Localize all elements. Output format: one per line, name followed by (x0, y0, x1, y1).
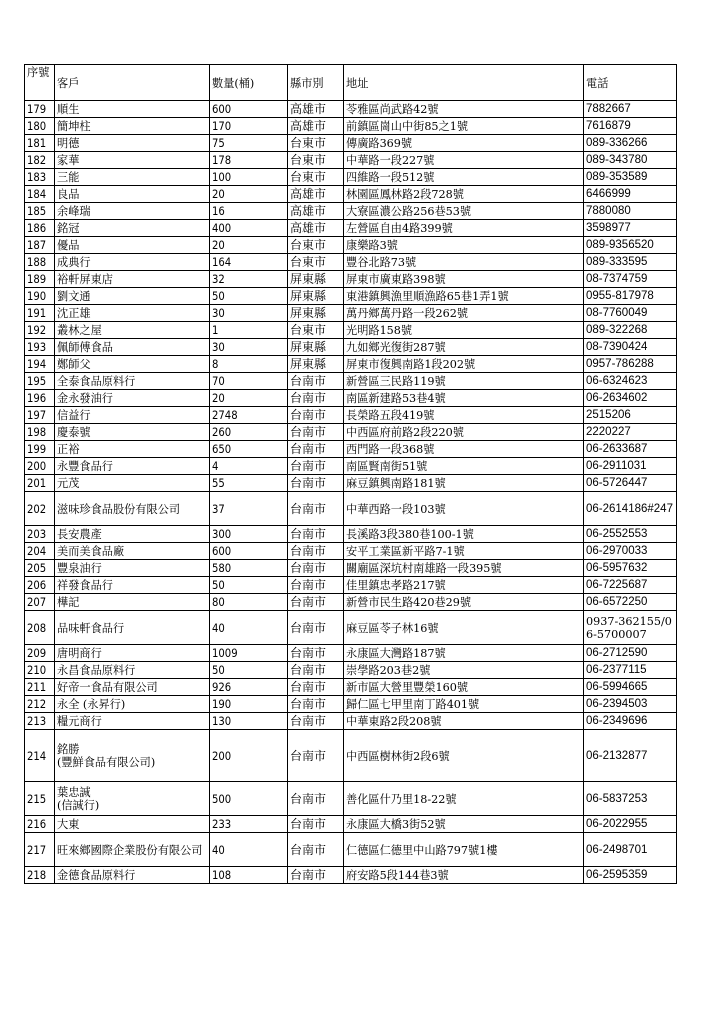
table-row (25, 560, 677, 577)
quantity: 30 (210, 339, 288, 356)
customer-name: 慶泰號 (55, 424, 210, 441)
address: 大寮區濃公路256巷53號 (344, 203, 584, 220)
address: 四維路一段512號 (344, 169, 584, 186)
city: 高雄市 (288, 118, 344, 135)
phone-number: 08-7390424 (584, 339, 677, 356)
city: 台南市 (288, 867, 344, 884)
quantity: 100 (210, 169, 288, 186)
phone-number: 06-2022955 (584, 816, 677, 833)
phone-number: 089-333595 (584, 254, 677, 271)
quantity: 500 (210, 782, 288, 816)
quantity: 164 (210, 254, 288, 271)
table-row (25, 288, 677, 305)
table-row (25, 458, 677, 475)
row-number: 215 (25, 782, 55, 816)
address: 西門路一段368號 (344, 441, 584, 458)
row-number: 193 (25, 339, 55, 356)
address: 仁德區仁德里中山路797號1樓 (344, 833, 584, 867)
city: 台南市 (288, 730, 344, 782)
quantity: 260 (210, 424, 288, 441)
table-row (25, 424, 677, 441)
quantity: 600 (210, 543, 288, 560)
address: 南區賢南街51號 (344, 458, 584, 475)
address: 苓雅區尚武路42號 (344, 101, 584, 118)
city: 台南市 (288, 816, 344, 833)
row-number: 209 (25, 645, 55, 662)
phone-number: 06-5957632 (584, 560, 677, 577)
row-number: 213 (25, 713, 55, 730)
row-number: 212 (25, 696, 55, 713)
table-row (25, 833, 677, 867)
customer-name: 元茂 (55, 475, 210, 492)
phone-number: 089-322268 (584, 322, 677, 339)
customer-name: 家華 (55, 152, 210, 169)
address: 麻豆區苓子林16號 (344, 611, 584, 645)
address: 新營區三民路119號 (344, 373, 584, 390)
table-row (25, 543, 677, 560)
row-number: 188 (25, 254, 55, 271)
phone-number: 7882667 (584, 101, 677, 118)
city: 台南市 (288, 424, 344, 441)
row-number: 184 (25, 186, 55, 203)
address: 麻豆鎮興南路181號 (344, 475, 584, 492)
phone-number: 06-2911031 (584, 458, 677, 475)
table-row (25, 169, 677, 186)
row-number: 207 (25, 594, 55, 611)
phone-number: 06-5837253 (584, 782, 677, 816)
city: 台南市 (288, 475, 344, 492)
quantity: 75 (210, 135, 288, 152)
table-row (25, 867, 677, 884)
city: 台南市 (288, 543, 344, 560)
row-number: 211 (25, 679, 55, 696)
phone-number: 06-2634602 (584, 390, 677, 407)
quantity: 650 (210, 441, 288, 458)
quantity: 20 (210, 390, 288, 407)
quantity: 30 (210, 305, 288, 322)
city: 屏東縣 (288, 356, 344, 373)
table-row (25, 305, 677, 322)
table-row (25, 237, 677, 254)
row-number: 181 (25, 135, 55, 152)
phone-number: 06-2132877 (584, 730, 677, 782)
address: 屏東市復興南路1段202號 (344, 356, 584, 373)
city: 台南市 (288, 407, 344, 424)
table-row (25, 203, 677, 220)
address: 安平工業區新平路7-1號 (344, 543, 584, 560)
phone-number: 7880080 (584, 203, 677, 220)
customer-name: 佩師傅食品 (55, 339, 210, 356)
table-row (25, 679, 677, 696)
quantity: 108 (210, 867, 288, 884)
row-number: 214 (25, 730, 55, 782)
quantity: 37 (210, 492, 288, 526)
table-row (25, 186, 677, 203)
address: 新市區大營里豐榮160號 (344, 679, 584, 696)
customer-name: 永全 (永昇行) (55, 696, 210, 713)
row-number: 198 (25, 424, 55, 441)
city: 台東市 (288, 254, 344, 271)
header-city: 縣市別 (288, 65, 344, 101)
address: 永康區大灣路187號 (344, 645, 584, 662)
city: 台南市 (288, 662, 344, 679)
header-customer: 客戶 (55, 65, 210, 101)
city: 屏東縣 (288, 339, 344, 356)
phone-number: 3598977 (584, 220, 677, 237)
phone-number: 089-343780 (584, 152, 677, 169)
customer-name: 鄭師父 (55, 356, 210, 373)
row-number: 179 (25, 101, 55, 118)
phone-number: 0937-362155/06-5700007 (584, 611, 677, 645)
customer-name: 品味軒食品行 (55, 611, 210, 645)
customer-name: 正裕 (55, 441, 210, 458)
phone-number: 0957-786288 (584, 356, 677, 373)
address: 中華路一段227號 (344, 152, 584, 169)
row-number: 180 (25, 118, 55, 135)
table-row (25, 356, 677, 373)
customer-name: 明德 (55, 135, 210, 152)
phone-number: 06-2595359 (584, 867, 677, 884)
customer-name: 長安農產 (55, 526, 210, 543)
customer-name: 糧元商行 (55, 713, 210, 730)
phone-number: 06-2614186#247 (584, 492, 677, 526)
customer-name: 成典行 (55, 254, 210, 271)
header-phone: 電話 (584, 65, 677, 101)
city: 台東市 (288, 152, 344, 169)
city: 台南市 (288, 560, 344, 577)
table-row (25, 526, 677, 543)
quantity: 70 (210, 373, 288, 390)
address: 善化區什乃里18-22號 (344, 782, 584, 816)
row-number: 204 (25, 543, 55, 560)
table-row (25, 339, 677, 356)
row-number: 201 (25, 475, 55, 492)
city: 高雄市 (288, 186, 344, 203)
quantity: 4 (210, 458, 288, 475)
quantity: 130 (210, 713, 288, 730)
phone-number: 089-336266 (584, 135, 677, 152)
row-number: 206 (25, 577, 55, 594)
quantity: 1 (210, 322, 288, 339)
customer-table (24, 64, 677, 884)
row-number: 190 (25, 288, 55, 305)
row-number: 210 (25, 662, 55, 679)
phone-number: 06-7225687 (584, 577, 677, 594)
quantity: 40 (210, 833, 288, 867)
table-row (25, 135, 677, 152)
row-number: 195 (25, 373, 55, 390)
customer-name: 大東 (55, 816, 210, 833)
quantity: 400 (210, 220, 288, 237)
table-row (25, 594, 677, 611)
row-number: 182 (25, 152, 55, 169)
city: 台南市 (288, 645, 344, 662)
city: 高雄市 (288, 203, 344, 220)
quantity: 926 (210, 679, 288, 696)
header-address: 地址 (344, 65, 584, 101)
customer-name: 銘勝 (豐鮮食品有限公司) (55, 730, 210, 782)
customer-name: 滋味珍食品股份有限公司 (55, 492, 210, 526)
customer-name: 余峰瑞 (55, 203, 210, 220)
customer-name: 祥發食品行 (55, 577, 210, 594)
customer-name: 信益行 (55, 407, 210, 424)
table-row (25, 645, 677, 662)
table-row (25, 713, 677, 730)
address: 長榮路五段419號 (344, 407, 584, 424)
customer-name: 樺記 (55, 594, 210, 611)
quantity: 20 (210, 237, 288, 254)
phone-number: 089-9356520 (584, 237, 677, 254)
quantity: 50 (210, 288, 288, 305)
customer-name: 永豐食品行 (55, 458, 210, 475)
city: 台東市 (288, 135, 344, 152)
address: 九如鄉光復街287號 (344, 339, 584, 356)
row-number: 194 (25, 356, 55, 373)
address: 傳廣路369號 (344, 135, 584, 152)
address: 長溪路3段380巷100-1號 (344, 526, 584, 543)
table-row (25, 254, 677, 271)
phone-number: 0955-817978 (584, 288, 677, 305)
address: 中華西路一段103號 (344, 492, 584, 526)
address: 永康區大橋3街52號 (344, 816, 584, 833)
phone-number: 06-2377115 (584, 662, 677, 679)
customer-name: 裕軒屏東店 (55, 271, 210, 288)
city: 台南市 (288, 390, 344, 407)
address: 歸仁區七甲里南丁路401號 (344, 696, 584, 713)
address: 中西區府前路2段220號 (344, 424, 584, 441)
address: 佳里鎮忠孝路217號 (344, 577, 584, 594)
customer-name: 金德食品原料行 (55, 867, 210, 884)
address: 新營市民生路420巷29號 (344, 594, 584, 611)
city: 台南市 (288, 526, 344, 543)
quantity: 600 (210, 101, 288, 118)
phone-number: 06-6324623 (584, 373, 677, 390)
row-number: 197 (25, 407, 55, 424)
city: 高雄市 (288, 220, 344, 237)
quantity: 1009 (210, 645, 288, 662)
city: 台東市 (288, 237, 344, 254)
city: 台南市 (288, 492, 344, 526)
customer-name: 葉忠誠 (信誠行) (55, 782, 210, 816)
table-row (25, 390, 677, 407)
city: 台南市 (288, 833, 344, 867)
address: 左營區自由4路399號 (344, 220, 584, 237)
quantity: 300 (210, 526, 288, 543)
table-row (25, 220, 677, 237)
quantity: 50 (210, 577, 288, 594)
table-row (25, 492, 677, 526)
row-number: 185 (25, 203, 55, 220)
table-row (25, 816, 677, 833)
city: 台南市 (288, 782, 344, 816)
customer-name: 旺來鄉國際企業股份有限公司 (55, 833, 210, 867)
address: 前鎮區崗山中街85之1號 (344, 118, 584, 135)
row-number: 187 (25, 237, 55, 254)
quantity: 170 (210, 118, 288, 135)
row-number: 189 (25, 271, 55, 288)
phone-number: 06-5726447 (584, 475, 677, 492)
address: 林園區鳳林路2段728號 (344, 186, 584, 203)
address: 屏東市廣東路398號 (344, 271, 584, 288)
row-number: 217 (25, 833, 55, 867)
customer-name: 全泰食品原料行 (55, 373, 210, 390)
row-number: 191 (25, 305, 55, 322)
quantity: 200 (210, 730, 288, 782)
address: 豐谷北路73號 (344, 254, 584, 271)
address: 康樂路3號 (344, 237, 584, 254)
header-row (25, 65, 677, 101)
customer-name: 沈正雄 (55, 305, 210, 322)
table-row (25, 662, 677, 679)
customer-name: 金永發油行 (55, 390, 210, 407)
phone-number: 7616879 (584, 118, 677, 135)
city: 高雄市 (288, 101, 344, 118)
customer-name: 優品 (55, 237, 210, 254)
phone-number: 06-2498701 (584, 833, 677, 867)
city: 台南市 (288, 611, 344, 645)
row-number: 196 (25, 390, 55, 407)
phone-number: 08-7374759 (584, 271, 677, 288)
row-number: 205 (25, 560, 55, 577)
phone-number: 6466999 (584, 186, 677, 203)
city: 台南市 (288, 458, 344, 475)
customer-name: 永昌食品原料行 (55, 662, 210, 679)
quantity: 50 (210, 662, 288, 679)
phone-number: 2220227 (584, 424, 677, 441)
city: 台南市 (288, 679, 344, 696)
phone-number: 06-2712590 (584, 645, 677, 662)
city: 台南市 (288, 373, 344, 390)
city: 屏東縣 (288, 288, 344, 305)
address: 萬丹鄉萬丹路一段262號 (344, 305, 584, 322)
table-row (25, 373, 677, 390)
city: 屏東縣 (288, 305, 344, 322)
address: 崇學路203巷2號 (344, 662, 584, 679)
quantity: 233 (210, 816, 288, 833)
row-number: 200 (25, 458, 55, 475)
customer-name: 叢林之屋 (55, 322, 210, 339)
quantity: 190 (210, 696, 288, 713)
table-row (25, 730, 677, 782)
quantity: 40 (210, 611, 288, 645)
address: 光明路158號 (344, 322, 584, 339)
address: 東港鎮興漁里順漁路65巷1弄1號 (344, 288, 584, 305)
customer-name: 唐明商行 (55, 645, 210, 662)
customer-name: 美而美食品廠 (55, 543, 210, 560)
table-row (25, 441, 677, 458)
city: 台東市 (288, 322, 344, 339)
quantity: 2748 (210, 407, 288, 424)
customer-name: 豐泉油行 (55, 560, 210, 577)
customer-name: 劉文通 (55, 288, 210, 305)
quantity: 8 (210, 356, 288, 373)
phone-number: 06-6572250 (584, 594, 677, 611)
quantity: 55 (210, 475, 288, 492)
table-row (25, 118, 677, 135)
quantity: 80 (210, 594, 288, 611)
phone-number: 06-2970033 (584, 543, 677, 560)
customer-name: 順生 (55, 101, 210, 118)
customer-name: 好帝一食品有限公司 (55, 679, 210, 696)
phone-number: 06-5994665 (584, 679, 677, 696)
table-row (25, 271, 677, 288)
city: 台南市 (288, 441, 344, 458)
phone-number: 06-2349696 (584, 713, 677, 730)
table-row (25, 782, 677, 816)
table-row (25, 152, 677, 169)
row-number: 203 (25, 526, 55, 543)
quantity: 16 (210, 203, 288, 220)
phone-number: 08-7760049 (584, 305, 677, 322)
table-row (25, 322, 677, 339)
city: 台南市 (288, 594, 344, 611)
row-number: 192 (25, 322, 55, 339)
city: 台東市 (288, 169, 344, 186)
table-row (25, 611, 677, 645)
row-number: 208 (25, 611, 55, 645)
address: 南區新建路53巷4號 (344, 390, 584, 407)
quantity: 178 (210, 152, 288, 169)
quantity: 20 (210, 186, 288, 203)
city: 台南市 (288, 577, 344, 594)
row-number: 183 (25, 169, 55, 186)
city: 台南市 (288, 696, 344, 713)
address: 府安路5段144巷3號 (344, 867, 584, 884)
quantity: 32 (210, 271, 288, 288)
header-qty: 數量(桶) (210, 65, 288, 101)
address: 中西區樹林街2段6號 (344, 730, 584, 782)
customer-name: 良品 (55, 186, 210, 203)
quantity: 580 (210, 560, 288, 577)
address: 中華東路2段208號 (344, 713, 584, 730)
table-row (25, 101, 677, 118)
phone-number: 06-2633687 (584, 441, 677, 458)
phone-number: 06-2394503 (584, 696, 677, 713)
table-row (25, 475, 677, 492)
row-number: 186 (25, 220, 55, 237)
address: 關廟區深坑村南雄路一段395號 (344, 560, 584, 577)
row-number: 202 (25, 492, 55, 526)
row-number: 216 (25, 816, 55, 833)
table-row (25, 696, 677, 713)
customer-name: 三能 (55, 169, 210, 186)
city: 台南市 (288, 713, 344, 730)
row-number: 199 (25, 441, 55, 458)
table-row (25, 577, 677, 594)
phone-number: 06-2552553 (584, 526, 677, 543)
phone-number: 2515206 (584, 407, 677, 424)
phone-number: 089-353589 (584, 169, 677, 186)
customer-name: 簡坤柱 (55, 118, 210, 135)
customer-name: 銘冠 (55, 220, 210, 237)
row-number: 218 (25, 867, 55, 884)
header-no: 序號 (25, 65, 55, 101)
city: 屏東縣 (288, 271, 344, 288)
table-row (25, 407, 677, 424)
